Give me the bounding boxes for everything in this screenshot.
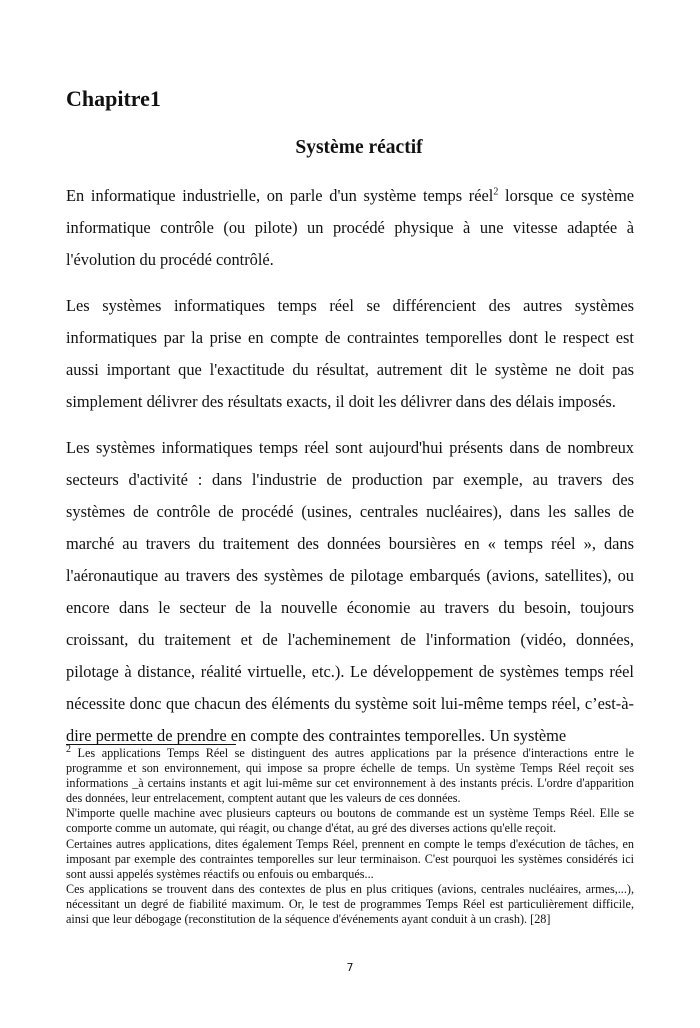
section-title: Système réactif <box>295 137 423 158</box>
footnote <box>66 743 634 927</box>
footnote-line: N'importe quelle machine avec plusieurs capteurs ou boutons de commande est un système Temps Réel. Elle se comporte comme un automate, qui réagit, ou change d'état, au gré des diverses actions qu'elle reçoit. <box>66 806 634 836</box>
paragraph-1 <box>66 180 634 276</box>
footnote-line: Ces applications se trouvent dans des contextes de plus en plus critiques (avions, centrales nucléaires, armes,...), nécessitant un degré de fiabilité maximum. Or, le test de programmes Temps Réel est particulièrement difficile, ainsi que leur débogage (reconstitution de la séquence d'événements ayant conduit à un crash). [28] <box>66 881 634 927</box>
footnote-separator <box>66 744 236 745</box>
footnote-line: Certaines autres applications, dites également Temps Réel, prennent en compte le temps d'exécution de tâches, en imposant par exemple des contraintes temporelles sur leur terminaison. C'est pourquoi les systèmes considérés ici sont aussi appelés systèmes réactifs ou enfouis ou embarqués... <box>66 836 634 881</box>
paragraph-2: Les systèmes informatiques temps réel se différencient des autres systèmes informatiques par la prise en compte de contraintes temporelles dont le respect est aussi important que l'exactitude du résultat, autrement dit le système ne doit pas simplement délivrer des résultats exacts, il doit les délivrer dans des délais imposés. <box>66 296 634 411</box>
paragraph-1-text: En informatique industrielle, on parle d'un système temps réel <box>66 186 494 205</box>
footnote-text: Les applications Temps Réel se distinguent des autres applications par la présence d'interactions entre le programme et son environnement, qui impose sa propre échelle de temps. Un système Temps Réel reçoit ses informations _à certains instants et agit lui-même sur cet environnement à des instants précis. L'ordre d'apparition des données, leur entrelacement, comptent autant que les valeurs de ces données. <box>66 746 634 806</box>
paragraph-3: Les systèmes informatiques temps réel sont aujourd'hui présents dans de nombreux secteurs d'activité : dans l'industrie de production par exemple, au travers des systèmes de contrôle de procédé (usines, centrales nucléaires), dans les salles de marché au travers du traitement des données boursières en « temps réel », dans l'aéronautique au travers des systèmes de pilotage embarqués (avions, satellites), ou encore dans le secteur de la nouvelle économie au travers du besoin, toujours croissant, du traitement et de l'acheminement de l'information (vidéo, données, pilotage à distance, réalité virtuelle, etc.). Le développement de systèmes temps réel nécessite donc que chacun des éléments du système soit lui-même temps réel, c’est-à-dire permette de prendre en compte des contraintes temporelles. Un système <box>66 438 634 745</box>
body-text <box>66 180 634 766</box>
footnote-mark: 2 <box>66 743 71 755</box>
footnote-reference: 2 <box>493 186 499 198</box>
page-number: 7 <box>346 961 354 974</box>
chapter-label: Chapitre1 <box>66 86 161 111</box>
paragraph-1-text-continued: lorsque ce système informatique contrôle (ou pilote) un procédé physique à une vitesse adaptée à l'évolution du procédé contrôlé. <box>66 186 634 269</box>
footnote-line <box>66 743 634 806</box>
